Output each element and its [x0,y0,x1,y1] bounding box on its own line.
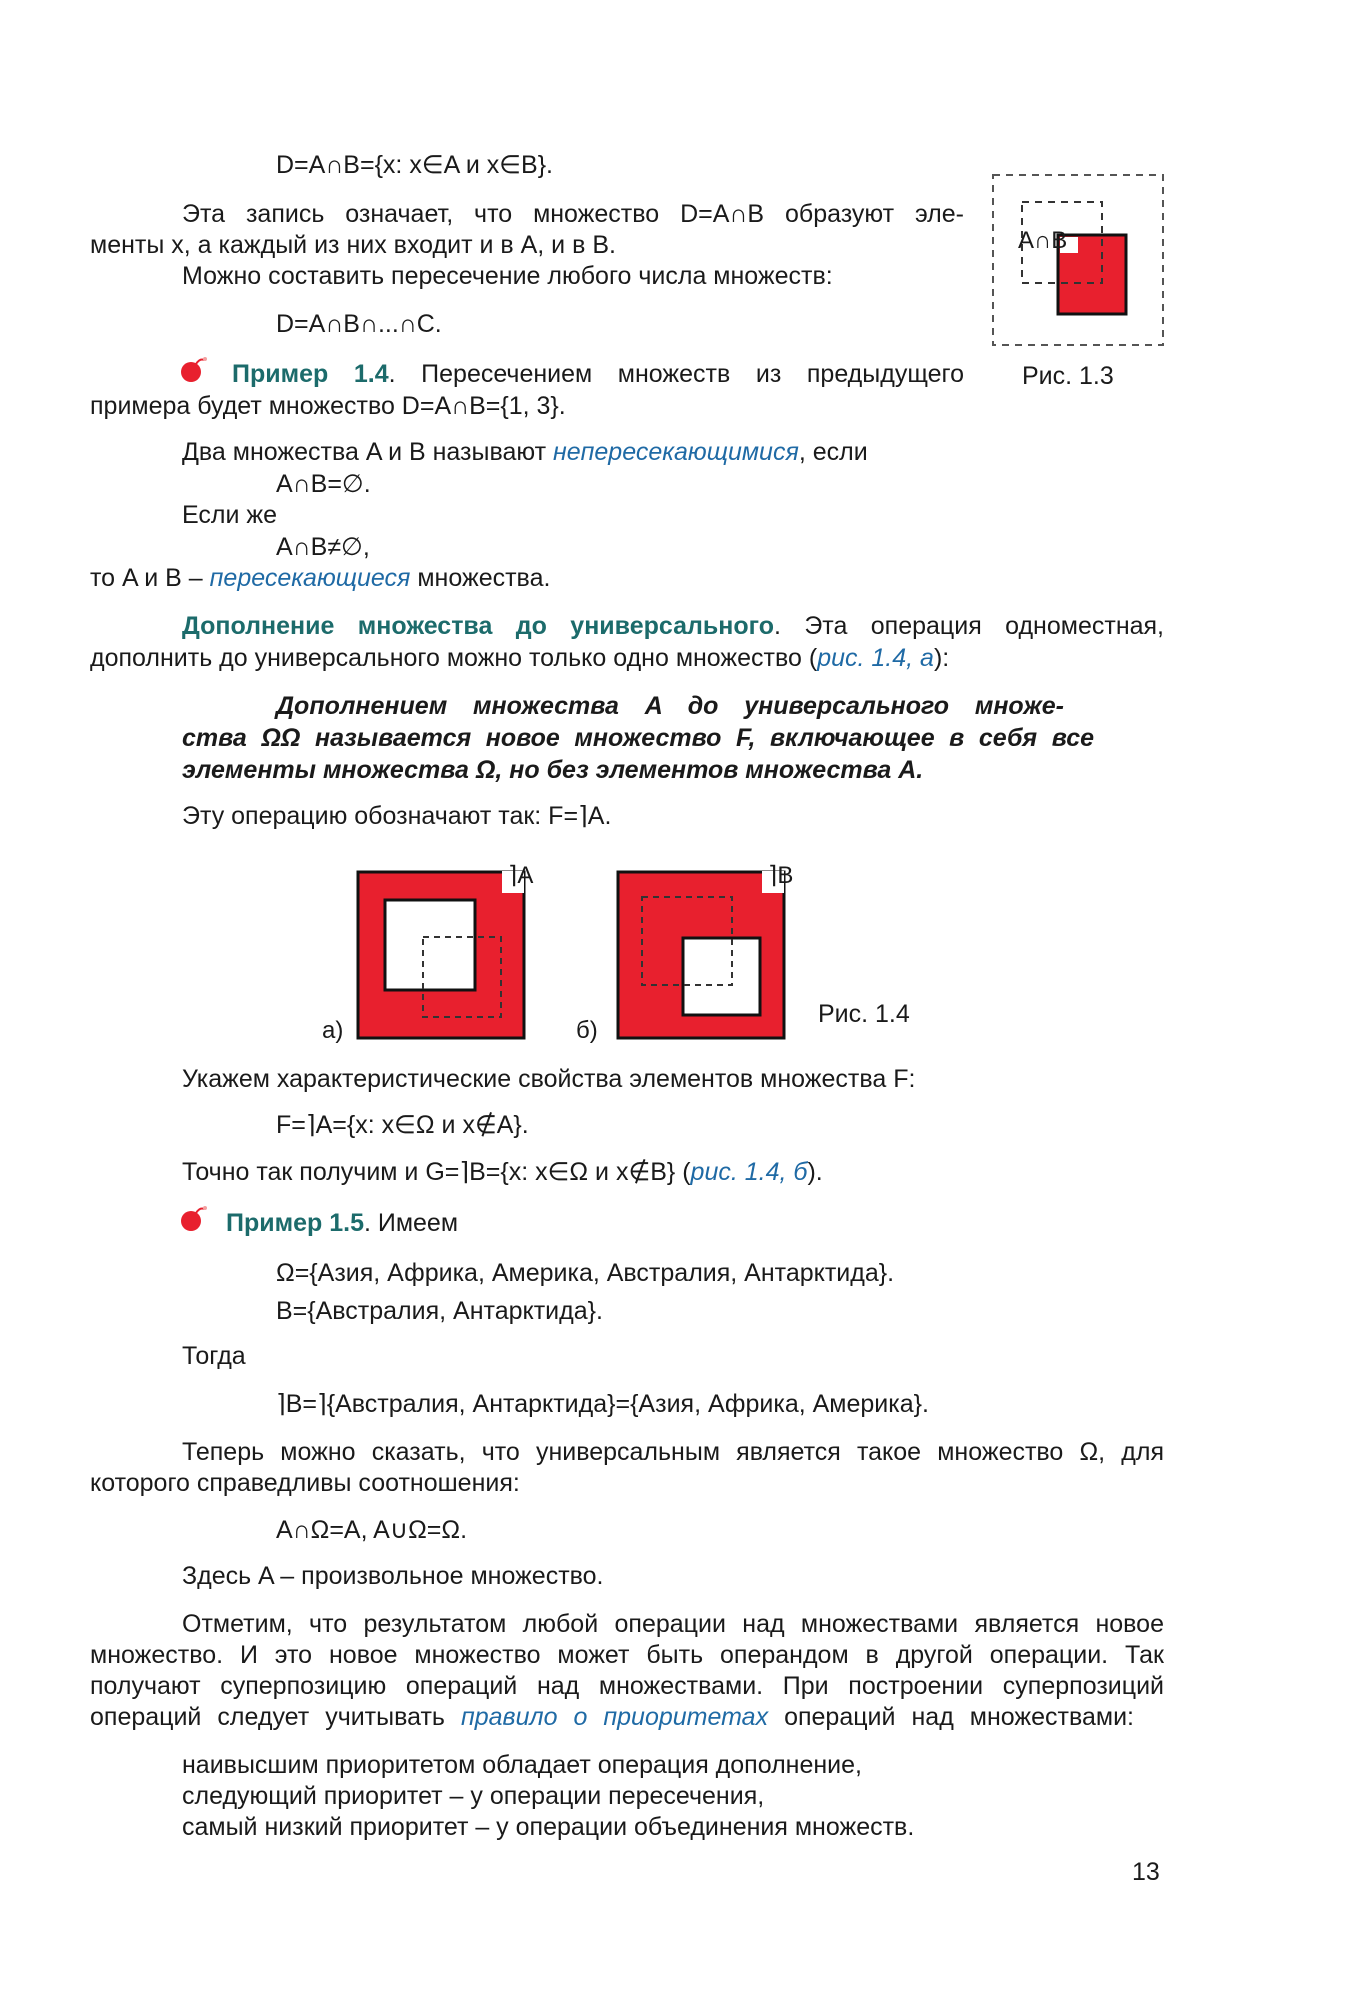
formula-complement-a: F=⌉A={x: x∈Ω и x∉A}. [276,1111,529,1139]
nonintersect-line: Два множества A и B называют непересекающимися, если [182,438,868,466]
intersecting-line: то A и B – пересекающиеся множества. [90,564,551,592]
sub-a: а) [322,1017,344,1044]
bomb-icon [178,355,208,385]
figure-1-4 [300,855,820,1055]
label-not-a: ⌉A [508,862,534,889]
example14-line: Пример 1.4. Пересечением множеств из предыдущего [232,360,964,388]
paragraph-line: Эта запись означает, что множество D=A∩B образуют эле- [182,200,964,228]
formula-universal: A∩Ω=A, A∪Ω=Ω. [276,1516,468,1544]
superpos-line: Отметим, что результатом любой операции над множествами является новое [182,1610,1164,1638]
universal-line2: которого справедливы соотношения: [90,1469,520,1497]
universal-note: Здесь A – произвольное множество. [182,1562,604,1590]
superpos-line: получают суперпозицию операций над множествами. При построении суперпозиций [90,1672,1164,1700]
example15-label: Пример 1.5 [226,1209,364,1237]
example15-line: Пример 1.5. Имеем [226,1209,459,1237]
formula-omega: Ω={Азия, Африка, Америка, Австралия, Антарктида}. [276,1259,895,1287]
formula-nonempty: A∩B≠∅, [276,533,370,561]
example14-label: Пример 1.4 [232,360,389,388]
fig14-caption: Рис. 1.4 [818,1000,910,1028]
complement-heading: Дополнение множества до универсального [182,612,774,640]
definition-line: ства ΩΩ называется новое множество F, включающее в себя все [182,724,1094,752]
props-line: Укажем характеристические свойства элементов множества F: [182,1065,916,1093]
formula-intersection-def: D=A∩B={x: x∈A и x∈B}. [276,151,553,179]
formula-empty: A∩B=∅. [276,470,371,498]
paragraph-line: менты x, а каждый из них входит и в A, и в B. [90,231,616,259]
formula-b: B={Австралия, Антарктида}. [276,1297,603,1325]
similar-line: Точно так получим и G=⌉B={x: x∈Ω и x∉B} (рис. 1.4, б). [182,1158,823,1186]
priority-item: следующий приоритет – у операции пересечения, [182,1782,765,1810]
term-nonintersecting: непересекающимися [552,438,799,466]
complement-line1: Дополнение множества до универсального. Эта операция одноместная, [182,612,1165,640]
figure-1-3 [990,172,1170,352]
ref-fig-1-4a: рис. 1.4, а [817,644,934,672]
definition-line: Дополнением множества A до универсального множе- [276,692,1064,720]
priority-item: самый низкий приоритет – у операции объединения множеств. [182,1813,915,1841]
ref-fig-1-4b: рис. 1.4, б [690,1158,808,1186]
page-number: 13 [1132,1858,1160,1886]
text-line: Если же [182,501,278,529]
priority-item: наивысшим приоритетом обладает операция дополнение, [182,1751,862,1779]
term-intersecting: пересекающиеся [209,564,411,592]
label-not-b: ⌉B [768,862,794,889]
sub-b: б) [576,1017,598,1044]
formula-complement-b: ⌉B=⌉{Австралия, Антарктида}={Азия, Африка, Америка}. [276,1390,929,1418]
example14-line2: примера будет множество D=A∩B={1, 3}. [90,392,566,420]
paragraph-line: Можно составить пересечение любого числа множеств: [182,262,833,290]
universal-line1: Теперь можно сказать, что универсальным является такое множество Ω, для [182,1438,1164,1466]
fig13-label: A∩B [1018,227,1068,254]
set-a-white-square [385,900,475,990]
superpos-line: операций следует учитывать правило о приоритетах операций над множествами: [90,1703,1135,1731]
formula-multi-intersection: D=A∩B∩...∩C. [276,310,442,338]
set-b-white-square [683,938,760,1015]
superpos-line: множество. И это новое множество может быть операндом в другой операции. Так [90,1641,1164,1669]
fig13-caption: Рис. 1.3 [1022,362,1114,390]
text-line: Тогда [182,1342,246,1370]
definition-line: элементы множества Ω, но без элементов множества A. [182,756,924,784]
complement-line2: дополнить до универсального можно только одно множество (рис. 1.4, а): [90,644,950,672]
bomb-icon [178,1204,208,1234]
notation-line: Эту операцию обозначают так: F=⌉A. [182,802,612,830]
term-priority-rule: правило о приоритетах [460,1703,769,1731]
